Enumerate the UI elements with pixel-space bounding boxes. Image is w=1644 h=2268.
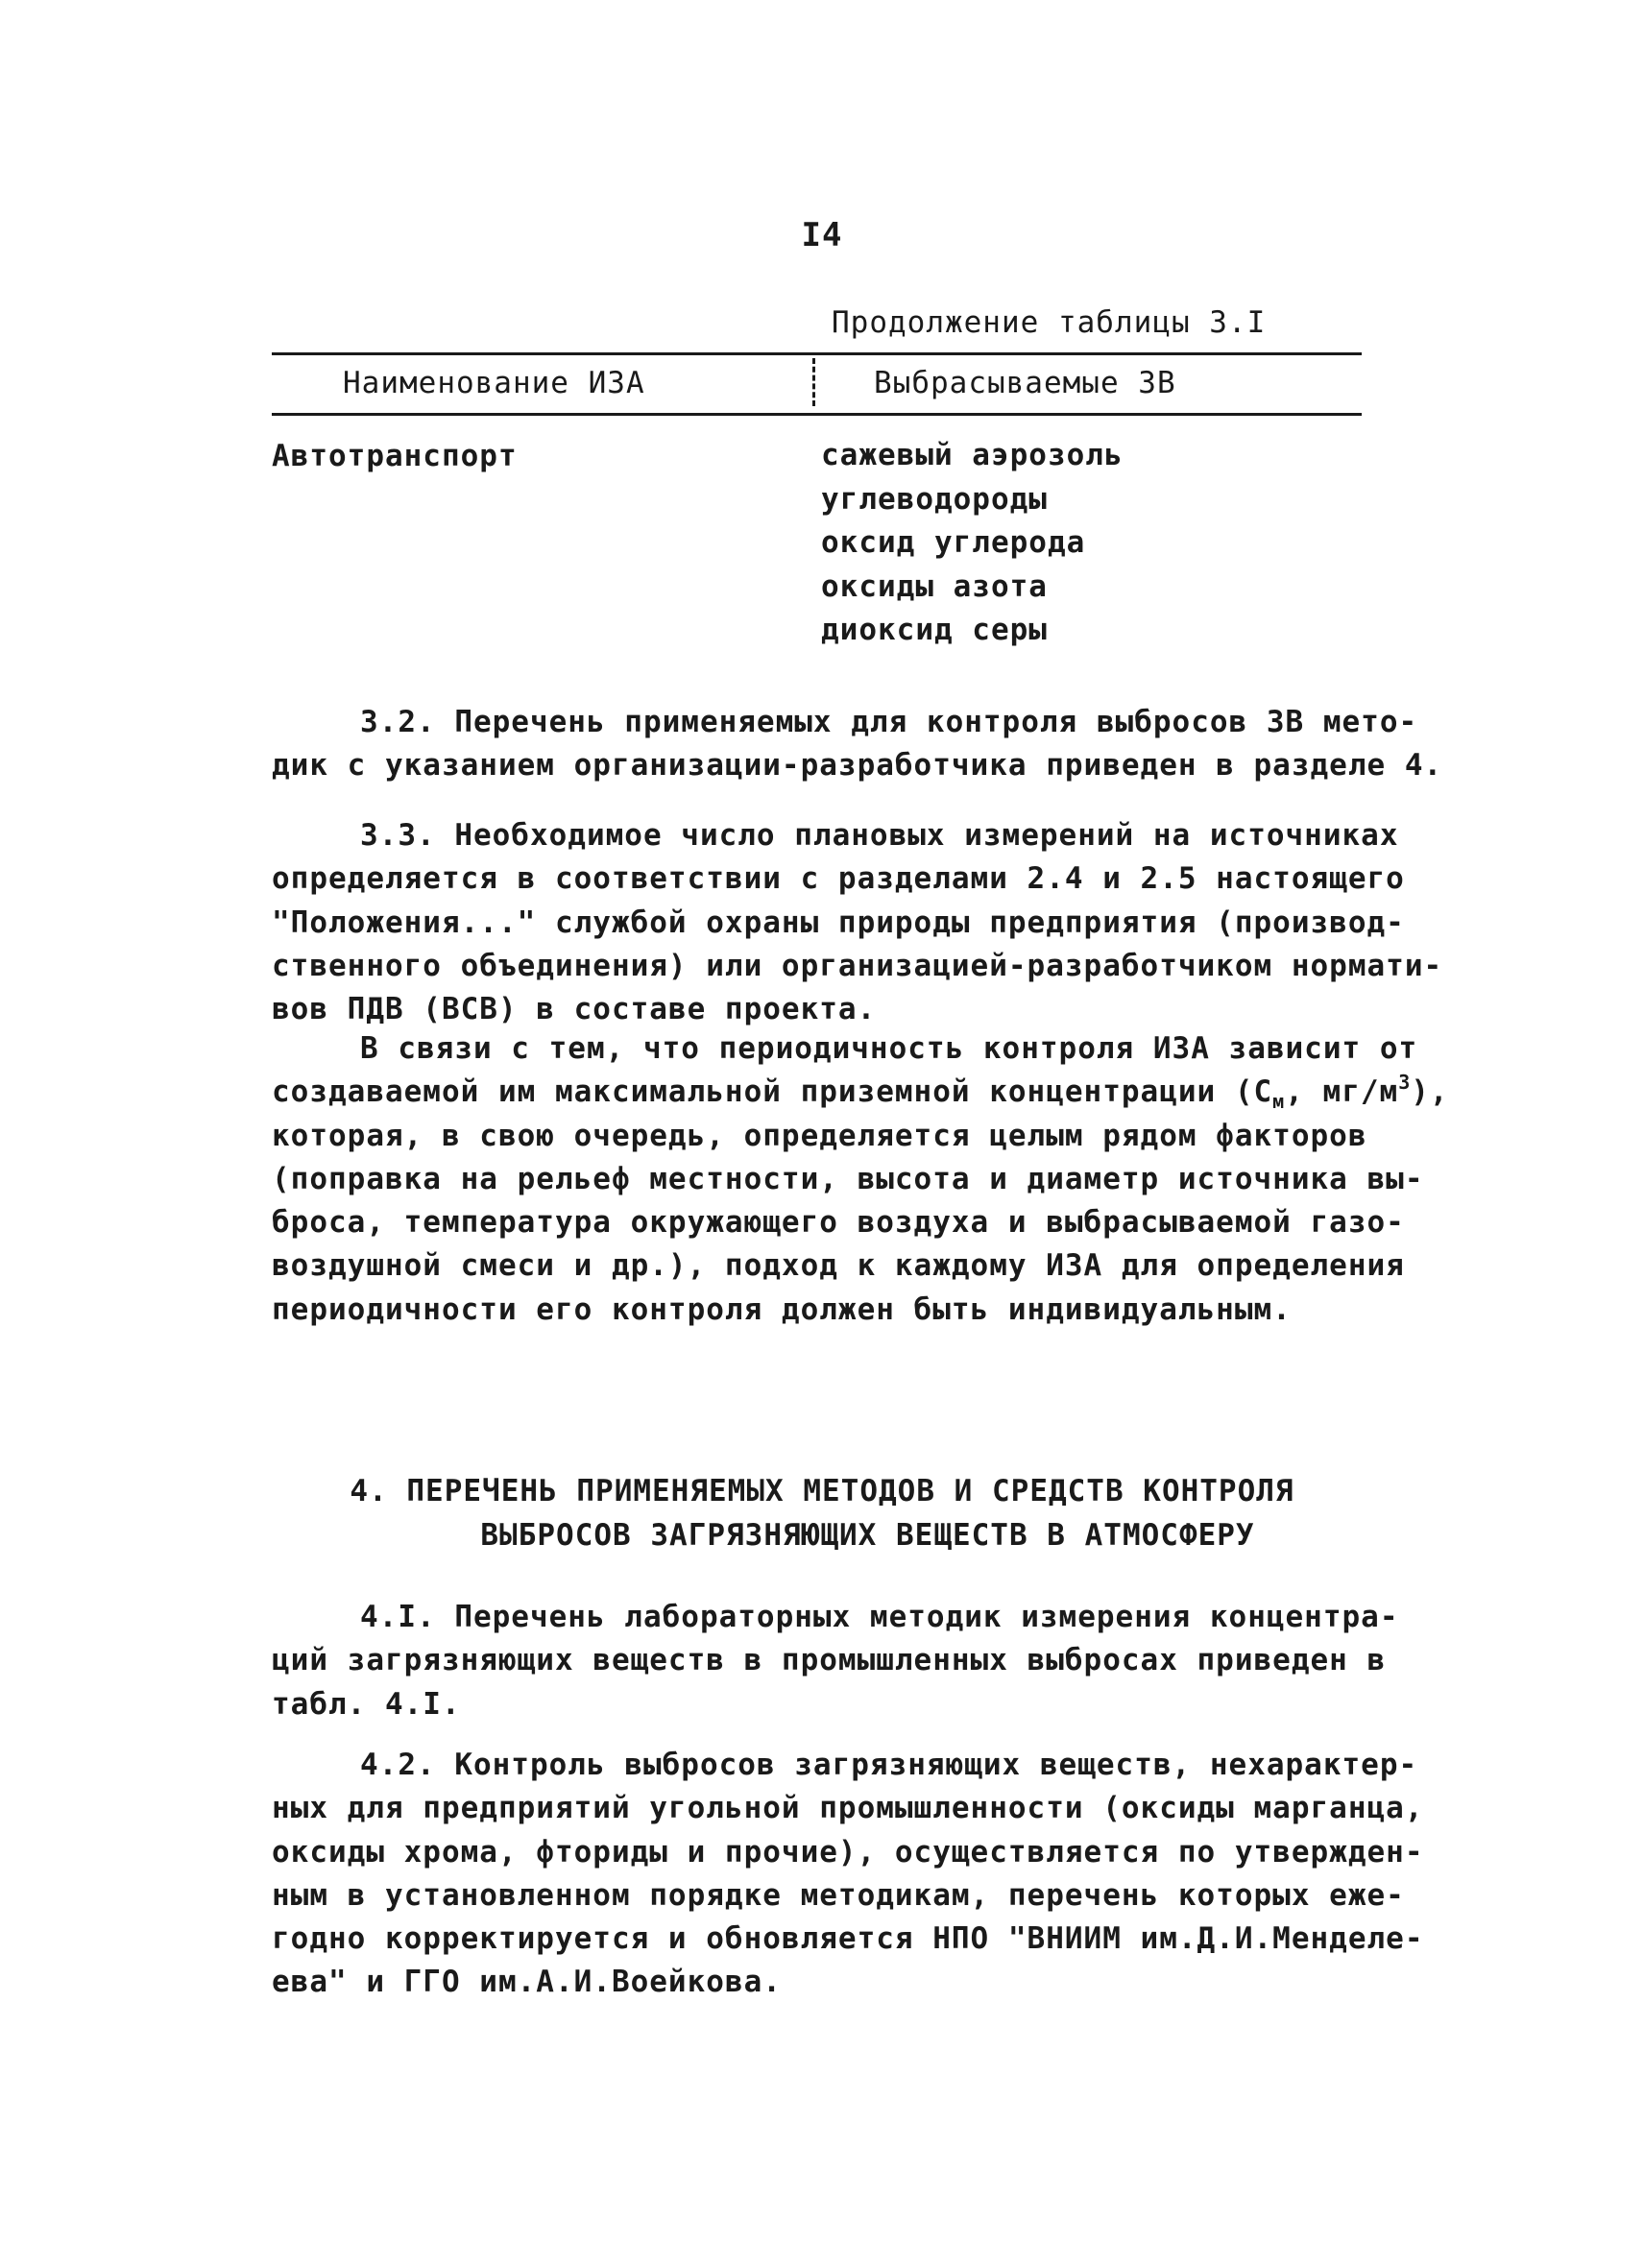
paragraph-line: годно корректируется и обновляется НПО "ВНИИМ им.Д.И.Менделе- [272,1921,1424,1957]
paragraph-line: ева" и ГГО им.А.И.Воейкова. [272,1965,782,2000]
paragraph-line: дик с указанием организации-разработчика приведен в разделе 4. [272,748,1443,784]
paragraph-line-formula [272,1070,1449,1114]
pollutant-item: оксиды азота [821,568,1048,604]
paragraph-line: которая, в свою очередь, определяется целым рядом факторов [272,1118,1367,1153]
paragraph-3-3 [272,814,1443,1031]
paragraph-line: воздушной смеси и др.), подход к каждому ИЗА для определения [272,1248,1405,1284]
section-heading-line: 4. ПЕРЕЧЕНЬ ПРИМЕНЯЕМЫХ МЕТОДОВ И СРЕДСТВ КОНТРОЛЯ [350,1474,1294,1508]
paragraph-line: 3.2. Перечень применяемых для контроля выбросов ЗВ мето- [360,705,1418,739]
formula-text: , мг/м [1285,1074,1399,1110]
paragraph-line: (поправка на рельеф местности, высота и диаметр источника вы- [272,1161,1424,1196]
paragraph-line: оксиды хрома, фториды и прочие), осуществляется по утвержден- [272,1834,1424,1870]
paragraph-3-2 [272,701,1443,788]
pollutant-item: сажевый аэрозоль [821,438,1124,472]
paragraph-4-2 [272,1744,1424,2005]
paragraph-line: 3.3. Необходимое число плановых измерений на источниках [360,818,1399,853]
paragraph-line: табл. 4.I. [272,1686,461,1722]
formula-text: создаваемой им максимальной приземной концентрации (С [272,1074,1273,1110]
page-number: I4 [801,216,843,254]
section-heading-line: ВЫБРОСОВ ЗАГРЯЗНЯЮЩИХ ВЕЩЕСТВ В АТМОСФЕРУ [480,1518,1255,1553]
paragraph-line: периодичности его контроля должен быть индивидуальным. [272,1291,1292,1327]
paragraph-line: вов ПДВ (ВСВ) в составе проекта. [272,992,877,1027]
formula-subscript: м [1272,1090,1286,1114]
paragraph-line: "Положения..." службой охраны природы предприятия (производ- [272,905,1405,940]
table-top-rule [272,352,1362,355]
paragraph-line: 4.2. Контроль выбросов загрязняющих веществ, нехарактер- [360,1748,1418,1782]
pollutant-item: углеводороды [821,481,1048,517]
paragraph-line: В связи с тем, что периодичность контроля ИЗА зависит от [360,1031,1418,1066]
table-header-source: Наименование ИЗА [343,366,645,400]
paragraph-line: ных для предприятий угольной промышленности (оксиды марганца, [272,1791,1424,1826]
paragraph-line: ций загрязняющих веществ в промышленных выбросах приведен в [272,1643,1387,1678]
paragraph-line: ственного объединения) или организацией-разработчиком нормати- [272,948,1443,983]
table-row-source: Автотранспорт [272,439,518,473]
section-heading [0,1469,1644,1557]
paragraph-line: ным в установленном порядке методикам, перечень которых еже- [272,1877,1405,1913]
pollutant-item: диоксид серы [821,613,1048,647]
paragraph-4-1 [272,1596,1399,1726]
paragraph-line: броса, температура окружающего воздуха и выбрасываемой газо- [272,1205,1405,1241]
formula-text: ), [1411,1074,1449,1110]
table-caption: Продолжение таблицы 3.I [832,305,1267,340]
paragraph-line: определяется в соответствии с разделами 2.4 и 2.5 настоящего [272,861,1405,897]
table-row-pollutants [821,434,1124,653]
pollutant-item: оксид углерода [821,525,1086,560]
table-header-pollutants: Выбрасываемые ЗВ [874,366,1176,400]
table-header-rule [272,413,1362,416]
paragraph-3-3-continued [272,1027,1449,1332]
paragraph-line: 4.I. Перечень лабораторных методик измерения концентра- [360,1600,1399,1634]
formula-superscript: 3 [1398,1070,1412,1094]
table-column-divider [812,358,815,406]
